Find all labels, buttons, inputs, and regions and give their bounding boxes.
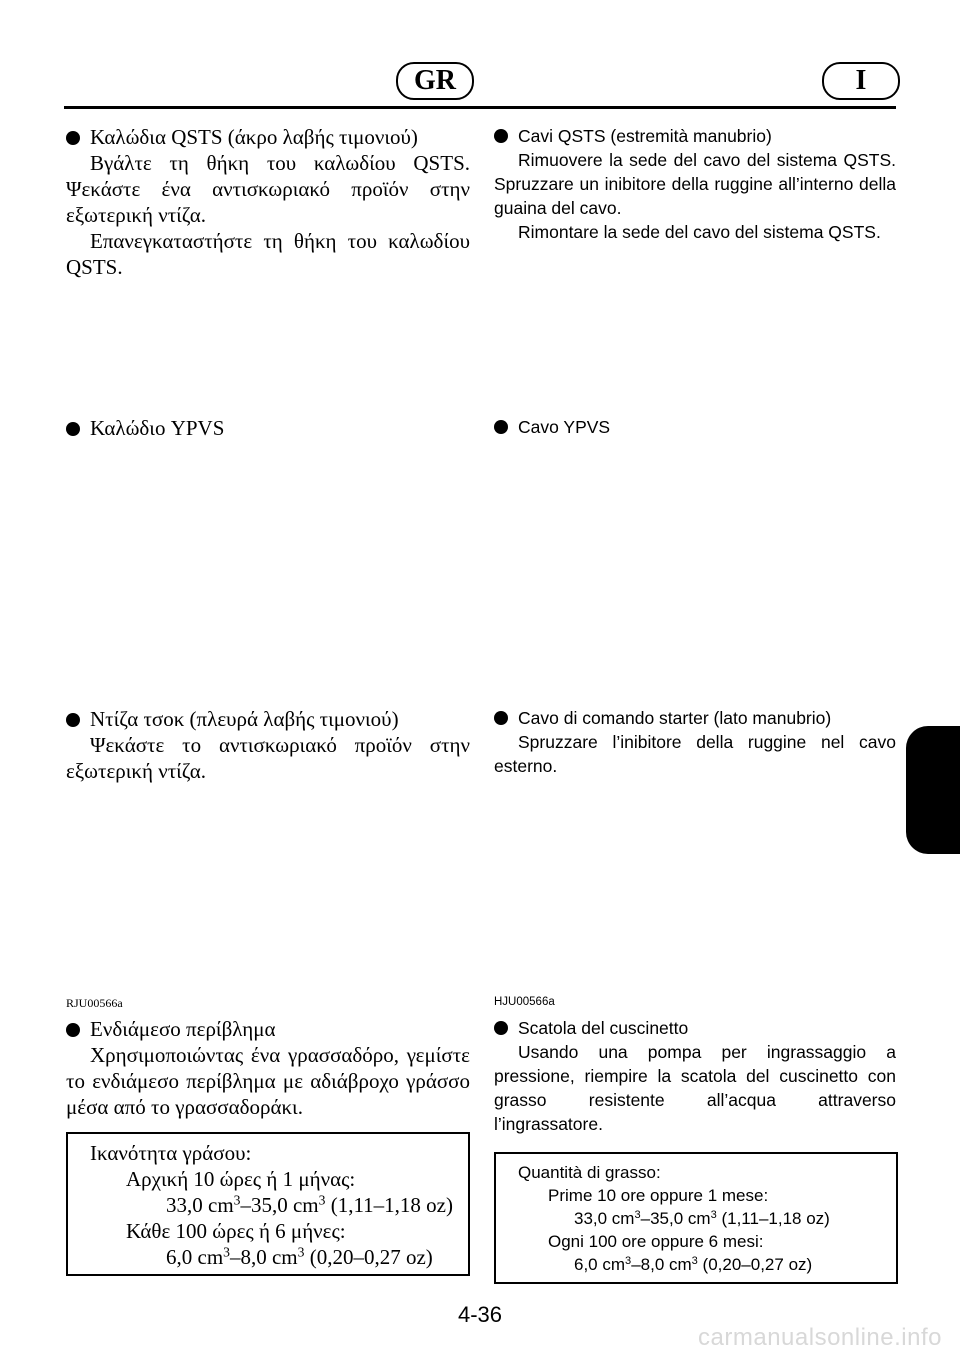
gr-ypvs-heading: Καλώδιο YPVS [66, 415, 470, 441]
it-ypvs-heading: Cavo YPVS [494, 415, 896, 439]
it-spec-value-2: 6,0 $cm^3-8,0$ $cm^3$ (0,20–0,27 oz) [574, 1254, 813, 1274]
it-section-housing [494, 1016, 896, 1136]
bullet-icon [66, 713, 80, 727]
it-reference-code: HJU00566a [494, 996, 555, 1008]
bullet-icon [66, 131, 80, 145]
gr-reference-code: RJU00566a [66, 996, 123, 1010]
watermark: carmanualsonline.info [698, 1324, 942, 1351]
gr-spec-value-1: 33,0 $cm^3-35,0$ $cm^3$ (1,11–1,18 oz) [166, 1192, 453, 1217]
it-section-qsts [494, 124, 896, 244]
bullet-icon [66, 422, 80, 436]
it-spec-title: Quantità di grasso: [518, 1163, 661, 1182]
language-label-i: I [855, 65, 867, 96]
gr-housing-step-1: Χρησιμοποιώντας ένα γρασσαδόρο, γεμίστε το ενδιάμεσο περίβλημα με αδιάβροχο γράσσο μέσα από το γρασσαδοράκι. [66, 1043, 470, 1119]
gr-spec-interval-2: Κάθε 100 ώρες ή 6 μήνες: [126, 1219, 346, 1243]
gr-qsts-step-2: Επανεγκαταστήστε τη θήκη του καλωδίου QSTS. [66, 229, 470, 279]
bullet-icon [66, 1023, 80, 1037]
gr-housing-heading: Ενδιάμεσο περίβλημα [66, 1016, 470, 1042]
bullet-icon [494, 129, 508, 143]
it-spec-interval-1: Prime 10 ore oppure 1 mese: [548, 1186, 769, 1205]
gr-qsts-heading: Καλώδια QSTS (άκρο λαβής τιμονιού) [66, 124, 470, 150]
gr-spec-interval-1: Αρχική 10 ώρες ή 1 μήνας: [126, 1167, 356, 1191]
chapter-side-tab [906, 726, 960, 854]
header-rule [64, 106, 896, 109]
it-grease-spec-box [494, 1152, 898, 1284]
gr-qsts-step-1: Βγάλτε τη θήκη του καλωδίου QSTS. Ψεκάστε ένα αντισκωριακό προϊόν στην εξωτερική ντίζα. [66, 151, 470, 227]
it-section-ypvs [494, 415, 896, 439]
it-housing-step-1: Usando una pompa per ingrassaggio a pressione, riempire la scatola del cuscinetto con grasso resistente all’acqua attraverso l’ingrassatore. [494, 1042, 896, 1134]
language-tab-greek [396, 62, 474, 100]
it-qsts-step-1: Rimuovere la sede del cavo del sistema QSTS. Spruzzare un inibitore della ruggine all’interno della guaina del cavo. [494, 150, 896, 218]
gr-section-ypvs [66, 415, 470, 441]
gr-section-choke [66, 706, 470, 784]
gr-choke-heading: Ντίζα τσοκ (πλευρά λαβής τιμονιού) [66, 706, 470, 732]
gr-choke-step-1: Ψεκάστε το αντισκωριακό προϊόν στην εξωτερική ντίζα. [66, 733, 470, 783]
gr-spec-value-2: 6,0 $cm^3-8,0$ $cm^3$ (0,20–0,27 oz) [166, 1244, 433, 1269]
page-number: 4-36 [457, 1302, 503, 1327]
gr-spec-title: Ικανότητα γράσου: [90, 1141, 252, 1165]
it-spec-interval-2: Ogni 100 ore oppure 6 mesi: [548, 1232, 764, 1251]
gr-section-qsts [66, 124, 470, 280]
it-qsts-step-2: Rimontare la sede del cavo del sistema QSTS. [518, 222, 881, 242]
gr-grease-spec-box [66, 1132, 470, 1276]
it-spec-value-1: 33,0 $cm^3-35,0$ $cm^3$ (1,11–1,18 oz) [574, 1208, 830, 1228]
language-tab-italian [822, 62, 900, 100]
it-qsts-heading: Cavi QSTS (estremità manubrio) [494, 124, 896, 148]
language-label-gr: GR [414, 65, 456, 96]
bullet-icon [494, 711, 508, 725]
it-choke-step-1: Spruzzare l’inibitore della ruggine nel cavo esterno. [494, 732, 896, 776]
gr-section-housing [66, 1016, 470, 1120]
it-housing-heading: Scatola del cuscinetto [494, 1016, 896, 1040]
bullet-icon [494, 420, 508, 434]
it-choke-heading: Cavo di comando starter (lato manubrio) [494, 706, 896, 730]
bullet-icon [494, 1021, 508, 1035]
it-section-choke [494, 706, 896, 778]
